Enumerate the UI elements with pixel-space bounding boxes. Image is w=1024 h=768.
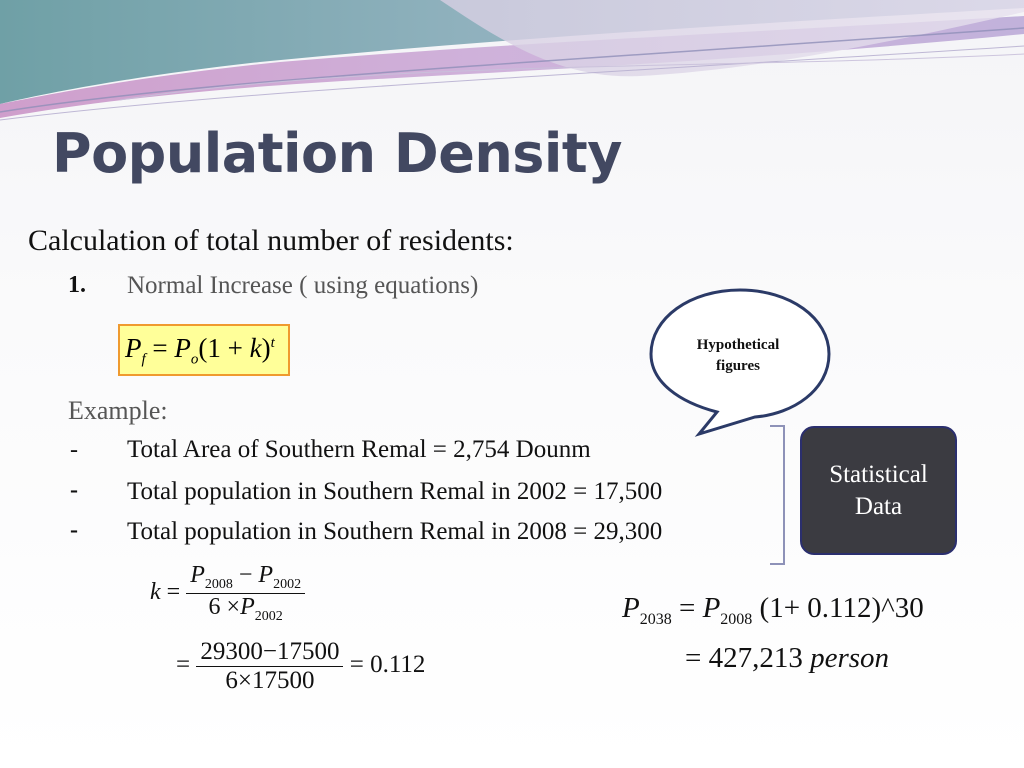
formula-pf: P (125, 333, 142, 363)
decorative-banner (0, 0, 1024, 130)
formula-equals: = (152, 333, 168, 363)
k-value-denominator: 6×17500 (225, 667, 315, 694)
fact-population-2008: Total population in Southern Remal in 2008 = 29,300 (127, 518, 663, 545)
k-value-fraction (196, 638, 343, 695)
k-numerator (186, 562, 305, 594)
formula-o-subscript: o (190, 351, 199, 368)
formula-k: k (249, 333, 262, 363)
k-den-p: P (240, 593, 255, 620)
stat-line-2: Data (854, 492, 903, 520)
k-equation (150, 562, 305, 625)
k-num-p1: P (190, 562, 205, 588)
k-num-sub1: 2008 (204, 576, 233, 592)
projection-result (685, 642, 889, 675)
list-number: 1. (68, 272, 86, 298)
fact-bullet: - (70, 437, 78, 463)
k-den-sub: 2002 (254, 608, 283, 624)
k-num-p2: P (258, 562, 274, 588)
bubble-line-2: figures (716, 358, 760, 374)
formula-po: P (174, 333, 191, 363)
formula-close-paren: ) (261, 333, 271, 363)
k-symbol: k (150, 578, 161, 605)
example-label: Example: (68, 396, 168, 425)
fact-area: Total Area of Southern Remal = 2,754 Dounm (127, 436, 591, 463)
speech-bubble-text (662, 335, 814, 377)
proj-sub2: 2008 (720, 610, 753, 628)
k-value-equation (176, 638, 425, 695)
k-num-minus: − (238, 562, 253, 588)
proj-result-unit: person (810, 642, 890, 674)
subtitle-text: Calculation of total number of residents: (28, 224, 514, 257)
list-item-text: Normal Increase ( using equations) (127, 272, 479, 299)
formula-t-superscript: t (270, 335, 275, 351)
fact-population-2002: Total population in Southern Remal in 2002 = 17,500 (127, 478, 663, 505)
growth-formula-box (118, 324, 290, 376)
k-num-sub2: 2002 (273, 576, 302, 592)
k-den-six: 6 × (208, 593, 241, 620)
fact-bullet: - (70, 477, 78, 503)
k-denominator (186, 594, 305, 625)
proj-p2: P (702, 592, 721, 624)
right-bracket (768, 424, 790, 566)
k-equals: = (166, 578, 181, 605)
formula-f-subscript: f (141, 351, 146, 368)
slide-title: Population Density (52, 122, 622, 185)
formula-one-plus: (1 + (198, 333, 243, 363)
k-value-numerator: 29300−17500 (196, 638, 343, 667)
proj-sub1: 2038 (639, 610, 672, 628)
k-value-equals: = (176, 651, 191, 679)
proj-result-equals: = (685, 642, 702, 674)
statistical-data-box (800, 426, 957, 555)
k-fraction (186, 562, 305, 625)
k-value-result: = 0.112 (349, 651, 426, 679)
fact-bullet: - (70, 517, 78, 543)
bubble-line-1: Hypothetical (696, 337, 780, 353)
proj-p1: P (622, 592, 640, 624)
projection-equation (622, 592, 924, 629)
stat-line-1: Statistical (829, 460, 928, 488)
proj-result-value: 427,213 (708, 642, 803, 674)
proj-equals: = (678, 592, 696, 624)
proj-rest: (1+ 0.112)^30 (759, 592, 924, 624)
